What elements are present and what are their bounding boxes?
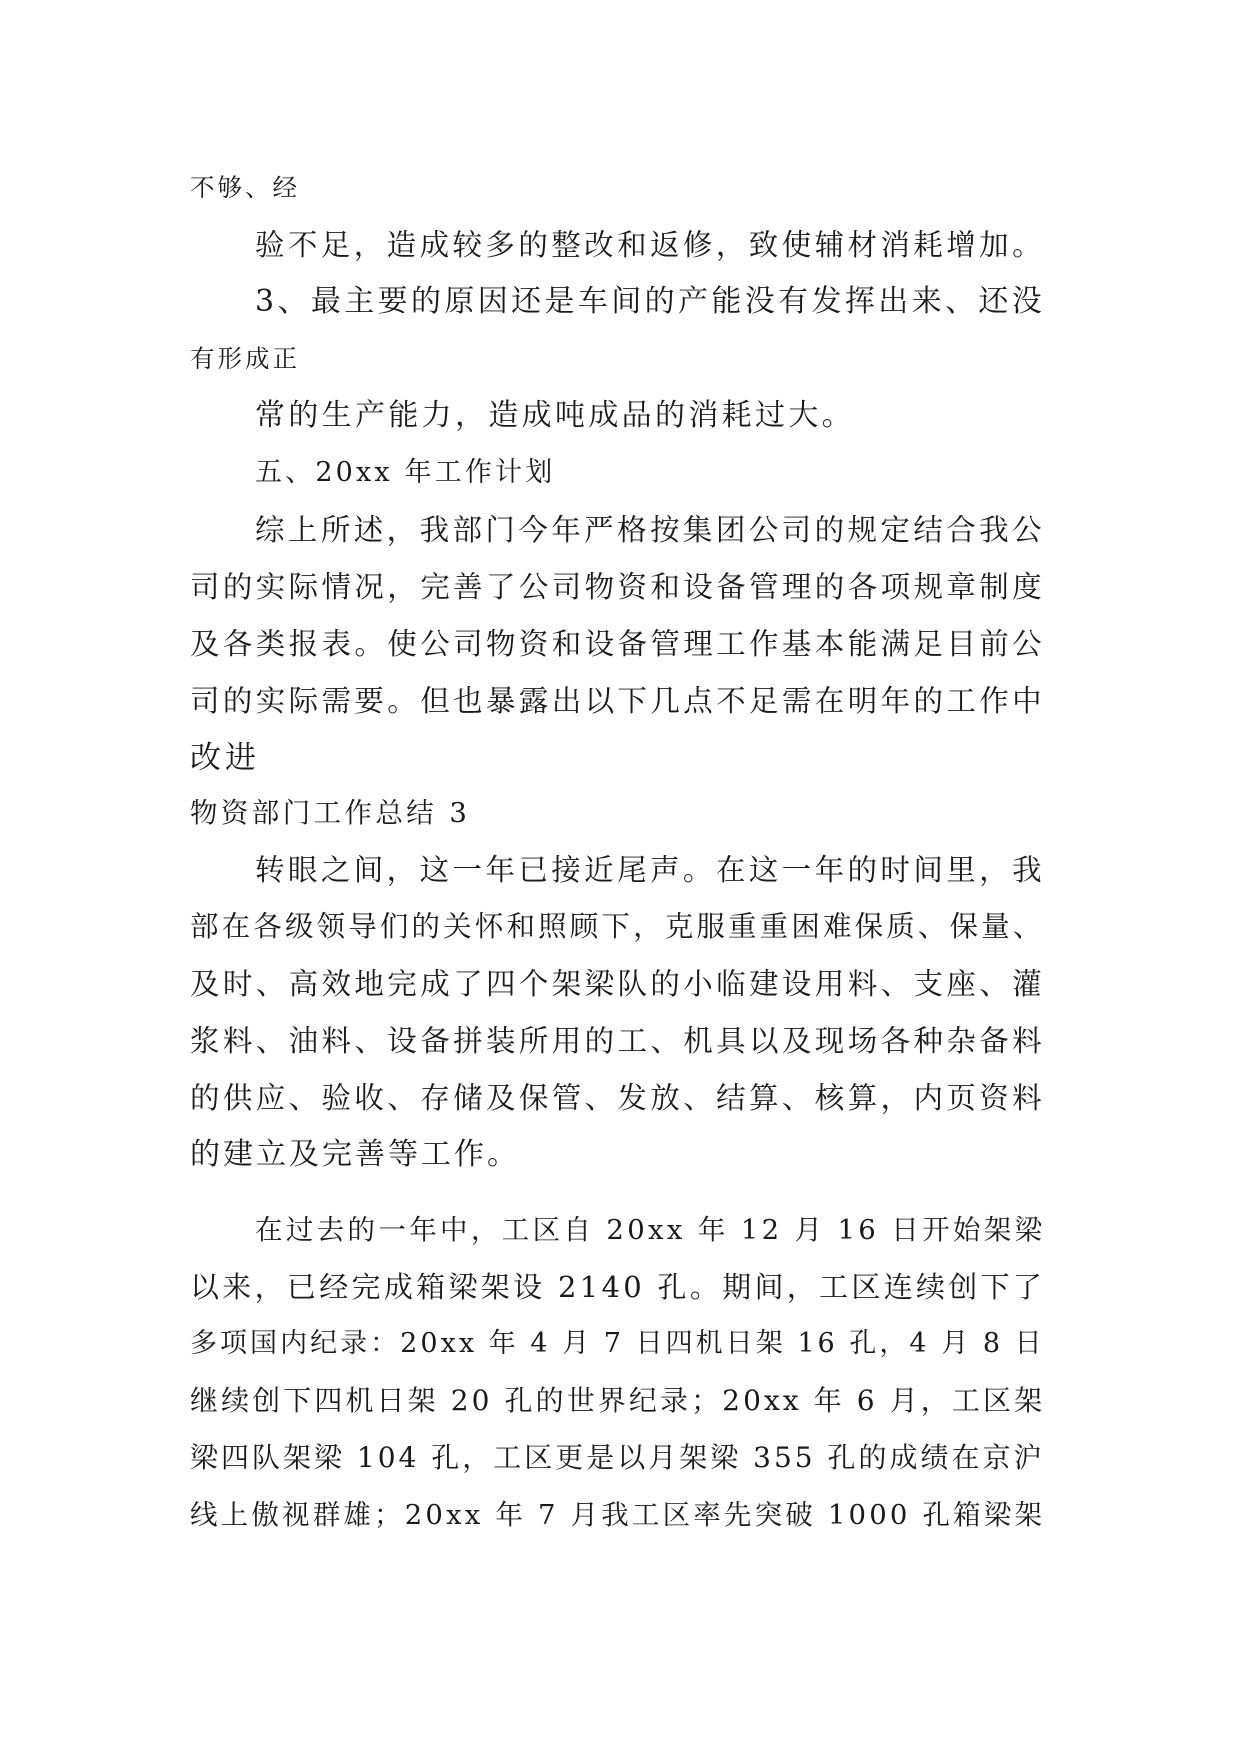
text-line: 及各类报表。使公司物资和设备管理工作基本能满足目前公 [190,627,1046,661]
text-line: 有形成正 [190,344,300,373]
text-line: 继续创下四机日架 20 孔的世界纪录；20xx 年 6 月，工区架 [190,1384,1046,1417]
text-line: 的建立及完善等工作。 [190,1137,520,1172]
section-title: 物资部门工作总结 3 [190,797,471,829]
text-line: 及时、高效地完成了四个架梁队的小临建设用料、支座、灌 [190,967,1046,1001]
section-heading: 五、20xx 年工作计划 [255,457,556,488]
text-line: 验不足，造成较多的整改和返修，致使辅材消耗增加。 [255,228,1046,262]
text-line: 转眼之间，这一年已接近尾声。在这一年的时间里，我 [255,853,1046,887]
text-line: 部在各级领导们的关怀和照顾下，克服重重困难保质、保量、 [190,910,1045,943]
text-line: 梁四队架梁 104 孔，工区更是以月架梁 355 孔的成绩在京沪 [190,1441,1045,1474]
text-line: 以来，已经完成箱梁架设 2140 孔。期间，工区连续创下了 [190,1270,1046,1304]
text-line: 浆料、油料、设备拼装所用的工、机具以及现场各种杂备料 [190,1024,1046,1058]
text-line: 改进 [190,740,260,776]
text-line: 3、最主要的原因还是车间的产能没有发挥出来、还没 [255,284,1046,319]
text-line: 在过去的一年中，工区自 20xx 年 12 月 16 日开始架梁 [255,1214,1046,1246]
text-line: 常的生产能力，造成吨成品的消耗过大。 [255,398,855,433]
text-line: 不够、经 [190,173,300,202]
text-line: 线上傲视群雄；20xx 年 7 月我工区率先突破 1000 孔箱梁架 [190,1499,1046,1531]
text-line: 司的实际情况，完善了公司物资和设备管理的各项规章制度 [190,570,1046,604]
text-line: 的供应、验收、存储及保管、发放、结算、核算，内页资料 [190,1081,1046,1115]
text-line: 多项国内纪录：20xx 年 4 月 7 日四机日架 16 孔，4 月 8 日 [190,1328,1045,1359]
text-line: 司的实际需要。但也暴露出以下几点不足需在明年的工作中 [190,684,1046,718]
text-line: 综上所述，我部门今年严格按集团公司的规定结合我公 [255,513,1046,547]
